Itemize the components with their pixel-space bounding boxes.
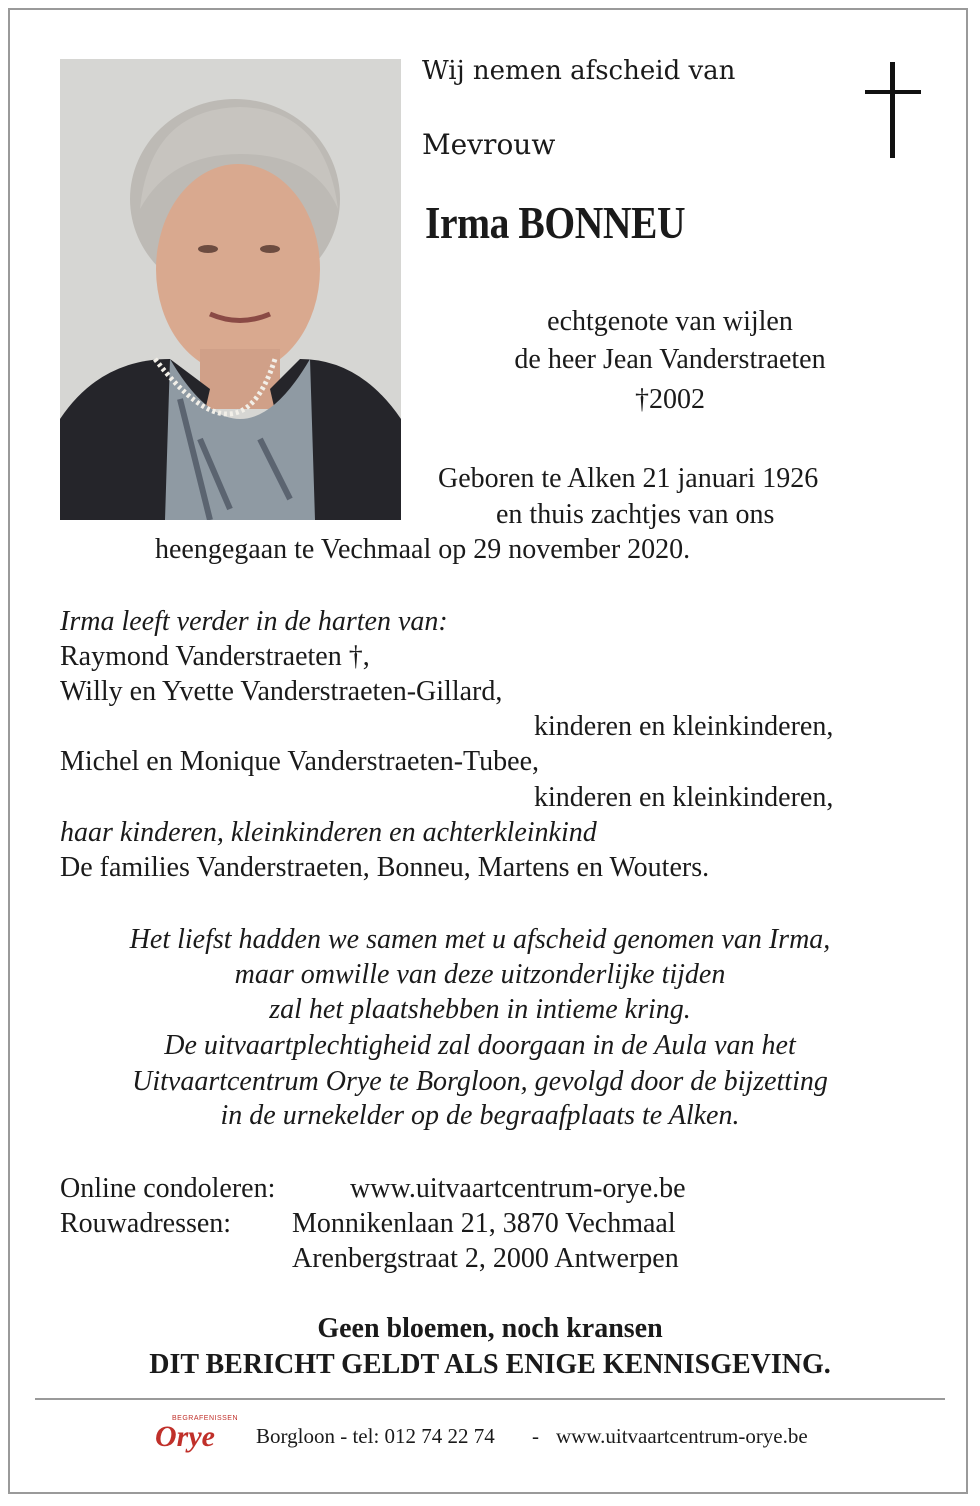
portrait-photo bbox=[60, 59, 401, 520]
logo-wordmark: Orye bbox=[155, 1420, 215, 1453]
survivors-intro: Irma leeft verder in de harten van: bbox=[60, 606, 448, 637]
survivor-line: kinderen en kleinkinderen, bbox=[534, 711, 834, 742]
footer-website-link[interactable]: www.uitvaartcentrum-orye.be bbox=[556, 1424, 808, 1448]
survivor-line: Willy en Yvette Vanderstraeten-Gillard, bbox=[60, 676, 503, 707]
deceased-name: Irma BONNEU bbox=[425, 197, 686, 248]
grandchildren-line: haar kinderen, kleinkinderen en achterkleinkind bbox=[60, 817, 597, 848]
closing-line-2: DIT BERICHT GELDT ALS ENIGE KENNISGEVING. bbox=[149, 1349, 831, 1380]
survivor-line: kinderen en kleinkinderen, bbox=[534, 782, 834, 813]
address-label: Rouwadressen: bbox=[60, 1208, 232, 1239]
closing-line-1: Geen bloemen, noch kransen bbox=[317, 1313, 663, 1344]
address-2: Arenbergstraat 2, 2000 Antwerpen bbox=[292, 1243, 679, 1274]
spouse-death-year: †2002 bbox=[635, 384, 705, 415]
birth-line-1: Geboren te Alken 21 januari 1926 bbox=[438, 463, 819, 494]
footer-dash: - bbox=[532, 1424, 539, 1448]
spouse-line-1: echtgenote van wijlen bbox=[547, 306, 793, 337]
cross-icon bbox=[865, 62, 921, 158]
spouse-line-2: de heer Jean Vanderstraeten bbox=[514, 344, 826, 375]
footer-divider bbox=[35, 1398, 945, 1400]
survivor-line: Raymond Vanderstraeten †, bbox=[60, 641, 370, 672]
condolence-link[interactable]: www.uitvaartcentrum-orye.be bbox=[350, 1173, 686, 1204]
notice-line: Het liefst hadden we samen met u afscheid genomen van Irma, bbox=[129, 924, 831, 955]
notice-line: maar omwille van deze uitzonderlijke tijden bbox=[234, 959, 726, 990]
notice-line: De uitvaartplechtigheid zal doorgaan in de Aula van het bbox=[164, 1030, 796, 1061]
notice-line: Uitvaartcentrum Orye te Borgloon, gevolgd door de bijzetting bbox=[132, 1066, 828, 1097]
survivor-line: Michel en Monique Vanderstraeten-Tubee, bbox=[60, 746, 539, 777]
logo-subtitle: BEGRAFENISSEN bbox=[172, 1415, 239, 1422]
notice-line: in de urnekelder op de begraafplaats te Alken. bbox=[220, 1100, 740, 1131]
orye-logo bbox=[150, 1415, 239, 1455]
condolence-label: Online condoleren: bbox=[60, 1173, 276, 1204]
families-line: De families Vanderstraeten, Bonneu, Martens en Wouters. bbox=[60, 852, 710, 883]
notice-line: zal het plaatshebben in intieme kring. bbox=[269, 994, 691, 1025]
death-line: heengegaan te Vechmaal op 29 november 2020. bbox=[155, 534, 691, 565]
birth-line-2: en thuis zachtjes van ons bbox=[496, 499, 775, 530]
honorific: Mevrouw bbox=[422, 128, 556, 161]
footer-contact: Borgloon - tel: 012 74 22 74 bbox=[256, 1424, 495, 1448]
intro-text: Wij nemen afscheid van bbox=[422, 56, 736, 86]
address-1: Monnikenlaan 21, 3870 Vechmaal bbox=[292, 1208, 676, 1239]
